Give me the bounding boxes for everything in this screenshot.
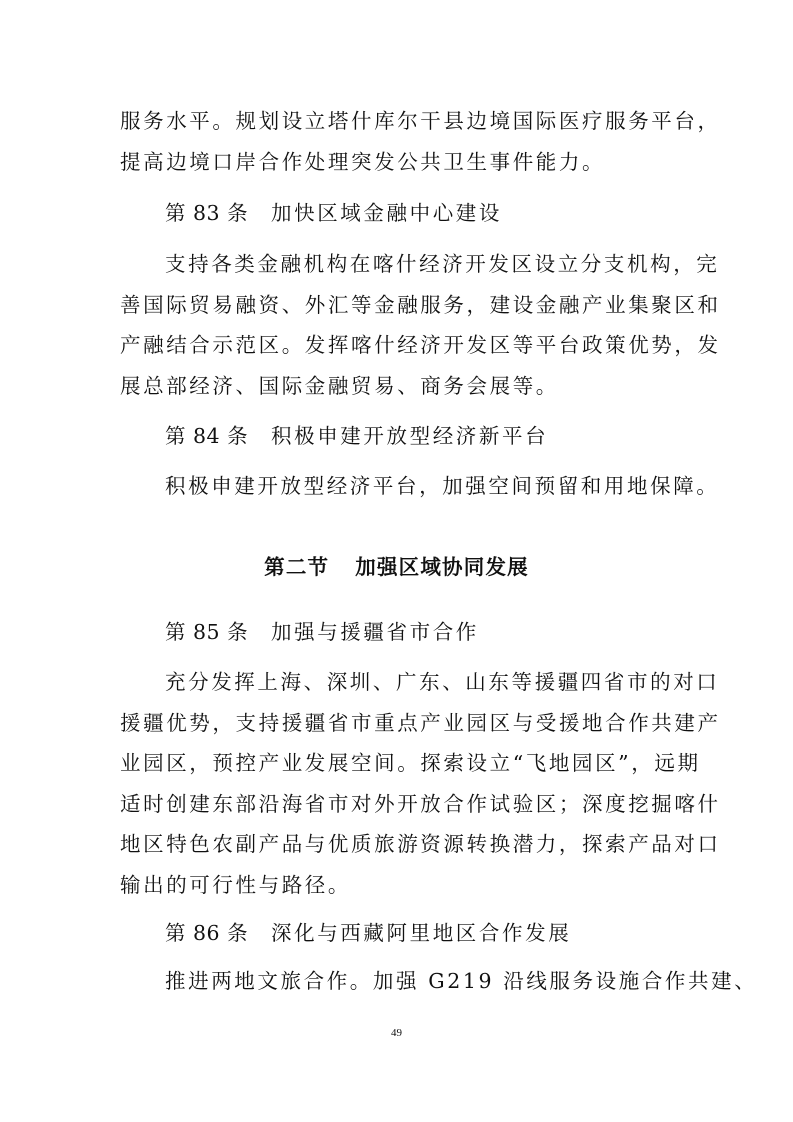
article-heading xyxy=(165,617,725,647)
article-title: 积极申建开放型经济新平台 xyxy=(271,424,549,448)
body-text-line: 推进两地文旅合作。加强 G219 沿线服务设施合作共建、 xyxy=(165,969,758,993)
section-title: 加强区域协同发展 xyxy=(355,555,529,579)
article-title: 加快区域金融中心建设 xyxy=(271,201,502,225)
article-number: 第 86 条 xyxy=(165,921,249,945)
article-number: 第 84 条 xyxy=(165,424,249,448)
section-heading xyxy=(0,552,793,582)
body-text-line: 援疆优势，支持援疆省市重点产业园区与受援地合作共建产 xyxy=(120,711,721,735)
body-text-line: 充分发挥上海、深圳、广东、山东等援疆四省市的对口 xyxy=(165,670,720,694)
body-text-line: 展总部经济、国际金融贸易、商务会展等。 xyxy=(120,374,559,398)
body-text-line: 善国际贸易融资、外汇等金融服务，建设金融产业集聚区和 xyxy=(120,293,721,317)
body-text-line: 输出的可行性与路径。 xyxy=(120,873,351,897)
article-title: 深化与西藏阿里地区合作发展 xyxy=(271,921,572,945)
article-heading xyxy=(165,198,725,228)
article-heading xyxy=(165,918,725,948)
body-text-line: 业园区，预控产业发展空间。探索设立“飞地园区”，远期 xyxy=(120,751,701,775)
article-number: 第 83 条 xyxy=(165,201,249,225)
article-title: 加强与援疆省市合作 xyxy=(271,620,479,644)
article-heading xyxy=(165,421,725,451)
body-text-line: 适时创建东部沿海省市对外开放合作试验区；深度挖掘喀什 xyxy=(120,792,721,816)
body-text-line: 产融结合示范区。发挥喀什经济开发区等平台政策优势，发 xyxy=(120,333,721,357)
body-text-line: 支持各类金融机构在喀什经济开发区设立分支机构，完 xyxy=(165,252,720,276)
body-text-line: 提高边境口岸合作处理突发公共卫生事件能力。 xyxy=(120,150,606,174)
body-text-line: 地区特色农副产品与优质旅游资源转换潜力，探索产品对口 xyxy=(120,832,721,856)
body-text-line: 服务水平。规划设立塔什库尔干县边境国际医疗服务平台， xyxy=(120,109,721,133)
page-number: 49 xyxy=(391,1027,402,1039)
body-text-line: 积极申建开放型经济平台，加强空间预留和用地保障。 xyxy=(165,474,720,498)
article-number: 第 85 条 xyxy=(165,620,249,644)
section-number: 第二节 xyxy=(264,555,330,579)
